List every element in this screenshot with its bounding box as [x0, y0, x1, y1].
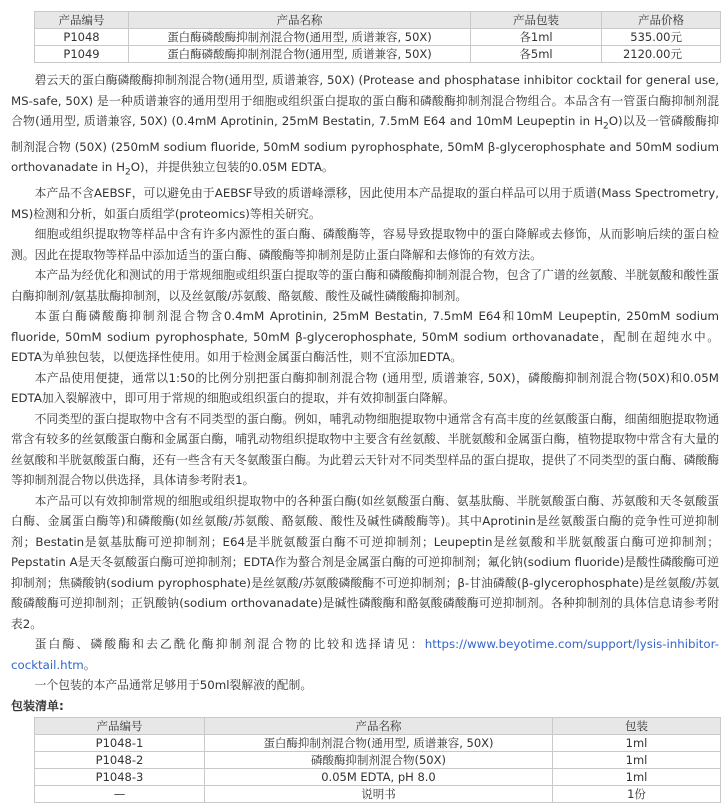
item-id: P1048-3: [35, 768, 205, 785]
header-cell: 产品价格: [602, 12, 721, 29]
item-id: P1048-2: [35, 751, 205, 768]
item-package: 1份: [553, 785, 721, 802]
aebsf-paragraph: 本产品不含AEBSF，可以避免由于AEBSF导致的质谱峰漂移，因此使用本产品提取的蛋白样品可以用于质谱(Mass Spectrometry, MS)检测和分析，如蛋白质组学(proteomics)等相关研究。: [11, 186, 719, 221]
amount-paragraph: 一个包装的本产品通常足够用于50ml裂解液的配制。: [34, 678, 313, 693]
item-package: 1ml: [553, 751, 721, 768]
usage-paragraph: 本产品使用便捷，通常以1:50的比例分别把蛋白酶抑制剂混合物 (通用型, 质谱兼容, 50X)，磷酸酶抑制剂混合物(50X)和0.05M EDTA加入裂解液中，即可用于常规的细胞或组织蛋白的提取，并有效抑制蛋白降解。: [11, 370, 719, 406]
item-name: 蛋白酶抑制剂混合物(通用型, 质谱兼容, 50X): [205, 734, 553, 751]
product-name: 蛋白酶磷酸酶抑制剂混合物(通用型, 质谱兼容, 50X): [129, 46, 471, 63]
table-header-row: [35, 12, 721, 29]
table-header-row: [35, 717, 721, 734]
product-price-table: [34, 11, 721, 63]
packing-list-table: [34, 717, 721, 803]
item-name: 0.05M EDTA, pH 8.0: [205, 768, 553, 785]
product-page: [0, 11, 725, 812]
table-row: [35, 29, 721, 46]
comparison-end: 。: [83, 657, 96, 672]
comparison-paragraph: [3, 634, 725, 675]
product-price: 535.00元: [602, 29, 721, 46]
intro-text-2: O)以及一管磷酸酶抑制剂混合物 (50X) (250mM sodium fluoride, 50mM sodium pyrophosphate, 50mM β-glycerophosphate and 50mM sodium orthovanadate in H: [11, 114, 719, 175]
packing-list-heading: 包装清单:: [11, 698, 64, 713]
protease-types-paragraph: 不同类型的蛋白提取物中含有不同类型的蛋白酶。例如，哺乳动物细胞提取物中通常含有高丰度的丝氨酸蛋白酶，细菌细胞提取物通常含有较多的丝氨酸蛋白酶和金属蛋白酶，哺乳动物组织提取物中主要含有丝氨酸、半胱氨酸和金属蛋白酶，植物提取物中常含有大量的丝氨酸和半胱氨酸蛋白酶，还有一些含有天冬氨酸蛋白酶。为此碧云天针对不同类型样品的蛋白提取，提供了不同类型的蛋白酶、磷酸酶等抑制剂混合物以供选择，具体请参考附表1。: [11, 411, 719, 488]
table-row: [35, 46, 721, 63]
product-price: 2120.00元: [602, 46, 721, 63]
header-cell: 产品名称: [129, 12, 471, 29]
subscript: 2: [603, 121, 609, 132]
product-id: P1048: [35, 29, 129, 46]
product-id: P1049: [35, 46, 129, 63]
header-cell: 包装: [553, 717, 721, 734]
table-row: [35, 785, 721, 802]
item-package: 1ml: [553, 768, 721, 785]
item-id: P1048-1: [35, 734, 205, 751]
product-package: 各5ml: [471, 46, 602, 63]
inhibitor-details-paragraph: 本产品可以有效抑制常规的细胞或组织提取物中的各种蛋白酶(如丝氨酸蛋白酶、氨基肽酶、半胱氨酸蛋白酶、苏氨酸和天冬氨酸蛋白酶、金属蛋白酶等)和磷酸酶(如丝氨酸/苏氨酸、酪氨酸、酸性及碱性磷酸酶等)。其中Aprotinin是丝氨酸蛋白酶的竞争性可逆抑制剂；Bestatin是氨基肽酶可逆抑制剂；E64是半胱氨酸蛋白酶不可逆抑制剂；Leupeptin是丝氨酸和半胱氨酸蛋白酶可逆抑制剂；Pepstatin A是天冬氨酸蛋白酶可逆抑制剂；EDTA作为螯合剂是金属蛋白酶的可逆抑制剂；氟化钠(sodium fluoride)是酸性磷酸酶可逆抑制剂；焦磷酸钠(sodium pyrophosphate)是丝氨酸/苏氨酸磷酸酶不可逆抑制剂；β-甘油磷酸(β-glycerophosphate)是丝氨酸/苏氨酸磷酸酶可逆抑制剂；正钒酸钠(sodium orthovanadate)是碱性磷酸酶和酪氨酸磷酸酶可逆抑制剂。各种抑制剂的具体信息请参考附表2。: [11, 493, 719, 631]
item-id: —: [35, 785, 205, 802]
intro-text-1: 碧云天的蛋白酶磷酸酶抑制剂混合物(通用型, 质谱兼容, 50X) (Protease and phosphatase inhibitor cocktail for general use, MS-safe, 50X) 是一种质谱兼容的通用型用于细胞或组织蛋白提取的蛋白酶和磷酸酶抑制剂混合物组合。本品含有一管蛋白酶抑制剂混合物(通用型, 质谱兼容, 50X) (0.4mM Aprotinin, 25mM Bestatin, 7.5mM E64 and 10mM Leupeptin in H: [11, 73, 719, 128]
item-name: 磷酸酶抑制剂混合物(50X): [205, 751, 553, 768]
table-row: [35, 734, 721, 751]
product-scope-paragraph: 本产品为经优化和测试的用于常规细胞或组织蛋白提取等的蛋白酶和磷酸酶抑制剂混合物，包含了广谱的丝氨酸、半胱氨酸和酸性蛋白酶抑制剂/氨基肽酶抑制剂，以及丝氨酸/苏氨酸、酪氨酸、酸性及碱性磷酸酶抑制剂。: [11, 268, 719, 303]
product-package: 各1ml: [471, 29, 602, 46]
product-name: 蛋白酶磷酸酶抑制剂混合物(通用型, 质谱兼容, 50X): [129, 29, 471, 46]
background-paragraph: 细胞或组织提取物等样品中含有许多内源性的蛋白酶、磷酸酶等，容易导致提取物中的蛋白降解或去修饰，从而影响后续的蛋白检测。因此在提取物等样品中添加适当的蛋白酶、磷酸酶等抑制剂是防止蛋白降解和去修饰的有效方法。: [11, 227, 719, 262]
header-cell: 产品包装: [471, 12, 602, 29]
item-name: 说明书: [205, 785, 553, 802]
comparison-text: 蛋白酶、磷酸酶和去乙酰化酶抑制剂混合物的比较和选择请见：: [34, 637, 425, 652]
item-package: 1ml: [553, 734, 721, 751]
table-row: [35, 768, 721, 785]
header-cell: 产品名称: [205, 717, 553, 734]
table-row: [35, 751, 721, 768]
comparison-link[interactable]: https://www.beyotime.com/support/lysis-inhibitor-cocktail.htm: [11, 637, 719, 672]
header-cell: 产品编号: [35, 717, 205, 734]
subscript: 2: [125, 167, 131, 178]
intro-paragraph: [3, 70, 725, 183]
composition-paragraph: 本蛋白酶磷酸酶抑制剂混合物含0.4mM Aprotinin, 25mM Bestatin, 7.5mM E64和10mM Leupeptin, 250mM sodium fluoride, 50mM sodium pyrophosphate, 50mM β-glycerophosphate, 50mM sodium orthovanadate，配制在超纯水中。EDTA为单独包装，以便选择性使用。如用于检测金属蛋白酶活性，则不宜添加EDTA。: [11, 309, 719, 365]
header-cell: 产品编号: [35, 12, 129, 29]
intro-text-3: O)，并提供独立包装的0.05M EDTA。: [130, 160, 334, 175]
